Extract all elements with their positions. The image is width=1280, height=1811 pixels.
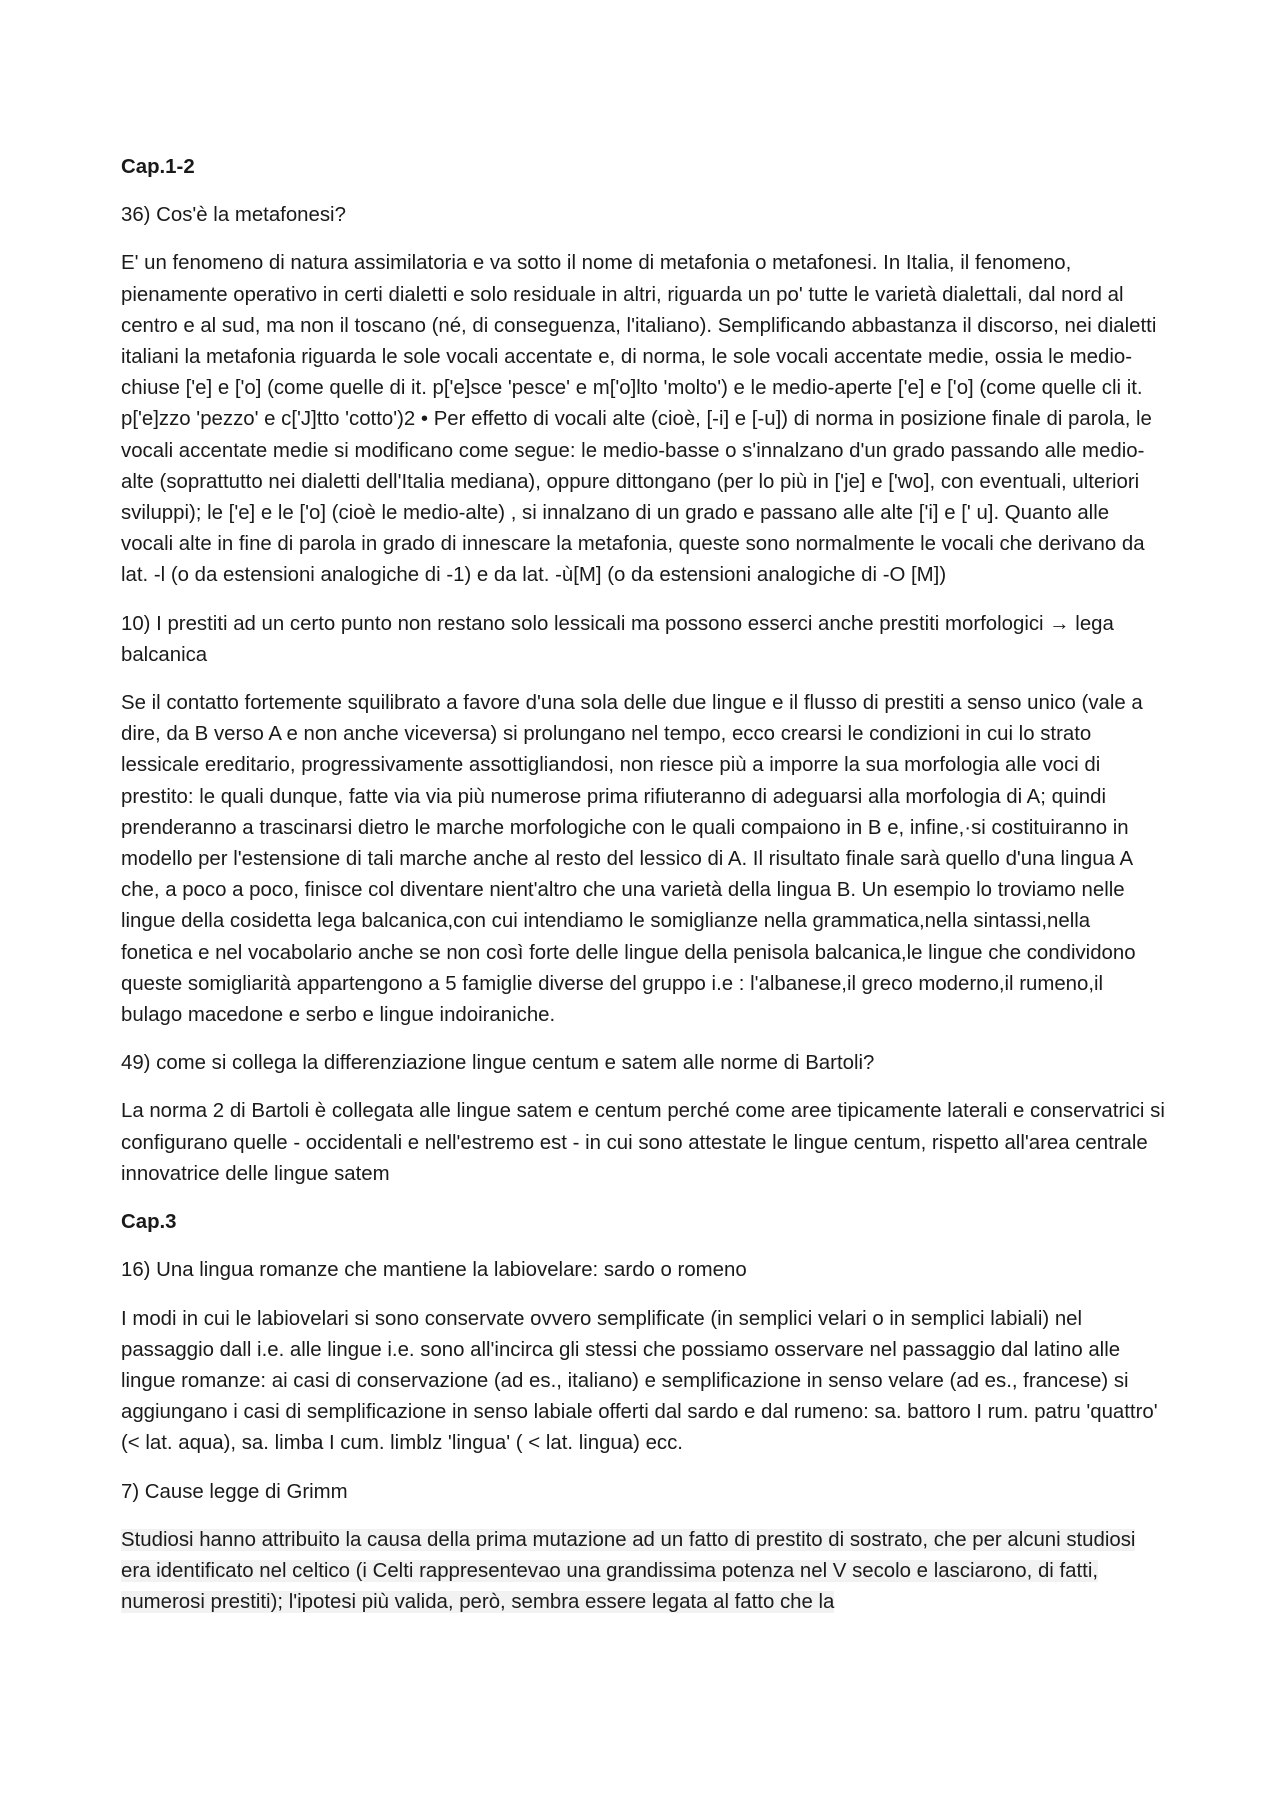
answer-7-grimm	[121, 1525, 1166, 1619]
answer-36-metafonesi: E' un fenomeno di natura assimilatoria e va sotto il nome di metafonia o metafonesi. In Italia, il fenomeno, pienamente operativo in certi dialetti e solo residuale in altri, riguarda un po' tutte le varietà dialettali, dal nord al centro e al sud, ma non il toscano (né, di conseguenza, l'italiano). Semplificando abbastanza il discorso, nei dialetti italiani la metafonia riguarda le sole vocali accentate e, di norma, le sole vocali accentate medie, ossia le medio-chiuse ['e] e ['o] (come quelle di it. p['e]sce 'pesce' e m['o]lto 'molto') e le medio-aperte ['e] e ['o] (come quelle cli it. p['e]zzo 'pezzo' e c['J]tto 'cotto')2 • Per effetto di vocali alte (cioè, [-i] e [-u]) di norma in posizione finale di parola, le vocali accentate medie si modificano come segue: le medio-basse o s'innalzano d'un grado passando alle medio-alte (soprattutto nei dialetti dell'Italia mediana), oppure dittongano (per lo più in ['je] e ['wo], con eventuali, ulteriori sviluppi); le ['e] e le ['o] (cioè le medio-alte) , si innalzano di un grado e passano alle alte ['i] e [' u]. Quanto alle vocali alte in fine di parola in grado di innescare la metafonia, queste sono normalmente le vocali che derivano da lat. -l (o da estensioni analogiche di -1) e da lat. -ù[M] (o da estensioni analogiche di -O [M])	[121, 252, 1157, 587]
answer-49-bartoli: La norma 2 di Bartoli è collegata alle lingue satem e centum perché come aree tipicamente laterali e conservatrici si configurano quelle - occidentali e nell'estremo est - in cui sono attestate le lingue centum, rispetto all'area centrale innovatrice delle lingue satem	[121, 1100, 1165, 1185]
section-heading-cap-1-2: Cap.1-2	[121, 156, 195, 178]
answer-16-labiovelari: I modi in cui le labiovelari si sono conservate ovvero semplificate (in semplici velari o in semplici labiali) nel passaggio dall i.e. alle lingue i.e. sono all'incirca gli stessi che possiamo osservare nel passaggio dal latino alle lingue romanze: ai casi di conservazione (ad es., italiano) e semplificazione in senso velare (ad es., francese) si aggiungano i casi di semplificazione in senso labiale offerti dal sardo e dal rumeno: sa. battoro I rum. patru 'quattro' (< lat. aqua), sa. limba I cum. limblz 'lingua' ( < lat. lingua) ecc.	[121, 1307, 1158, 1455]
highlighted-text: Studiosi hanno attribuito la causa della prima mutazione ad un fatto di prestito di sostrato, che per alcuni studiosi era identificato nel celtico (i Celti rappresentevao una grandissima potenza nel V secolo e lasciarono, di fatti, numerosi prestiti); l'ipotesi più valida, però, sembra essere legata al fatto che la	[121, 1528, 1136, 1614]
question-49: 49) come si collega la differenziazione lingue centum e satem alle norme di Bartoli?	[121, 1052, 875, 1075]
document-page	[121, 152, 1166, 1635]
question-36: 36) Cos'è la metafonesi?	[121, 204, 346, 227]
question-16: 16) Una lingua romanze che mantiene la labiovelare: sardo o romeno	[121, 1259, 747, 1282]
section-heading-cap-3: Cap.3	[121, 1211, 177, 1234]
answer-10-lega-balcanica: Se il contatto fortemente squilibrato a favore d'una sola delle due lingue e il flusso di prestiti a senso unico (vale a dire, da B verso A e non anche viceversa) si prolungano nel tempo, ecco crearsi le condizioni in cui lo strato lessicale ereditario, progressivamente assottigliandosi, non riesce più a imporre la sua morfologia alle voci di prestito: le quali dunque, fatte via via più numerose prima rifiuteranno di adeguarsi alla morfologia di A; quindi prenderanno a trascinarsi dietro le marche morfologiche con le quali compaiono in B e, infine,·si costituiranno in modello per l'estensione di tali marche anche al resto del lessico di A. Il risultato finale sarà quello d'una lingua A che, a poco a poco, finisce col diventare nient'altro che una varietà della lingua B. Un esempio lo troviamo nelle lingue della cosidetta lega balcanica,con cui intendiamo le somiglianze nella grammatica,nella sintassi,nella fonetica e nel vocabolario anche se non così forte delle lingue della penisola balcanica,le lingue che condividono queste somigliarità appartengono a 5 famiglie diverse del gruppo i.e : l'albanese,il greco moderno,il rumeno,il bulago macedone e serbo e lingue indoiraniche.	[121, 692, 1143, 1027]
question-10: 10) I prestiti ad un certo punto non restano solo lessicali ma possono esserci anche prestiti morfologici → lega balcanica	[121, 612, 1114, 666]
question-7: 7) Cause legge di Grimm	[121, 1480, 348, 1503]
